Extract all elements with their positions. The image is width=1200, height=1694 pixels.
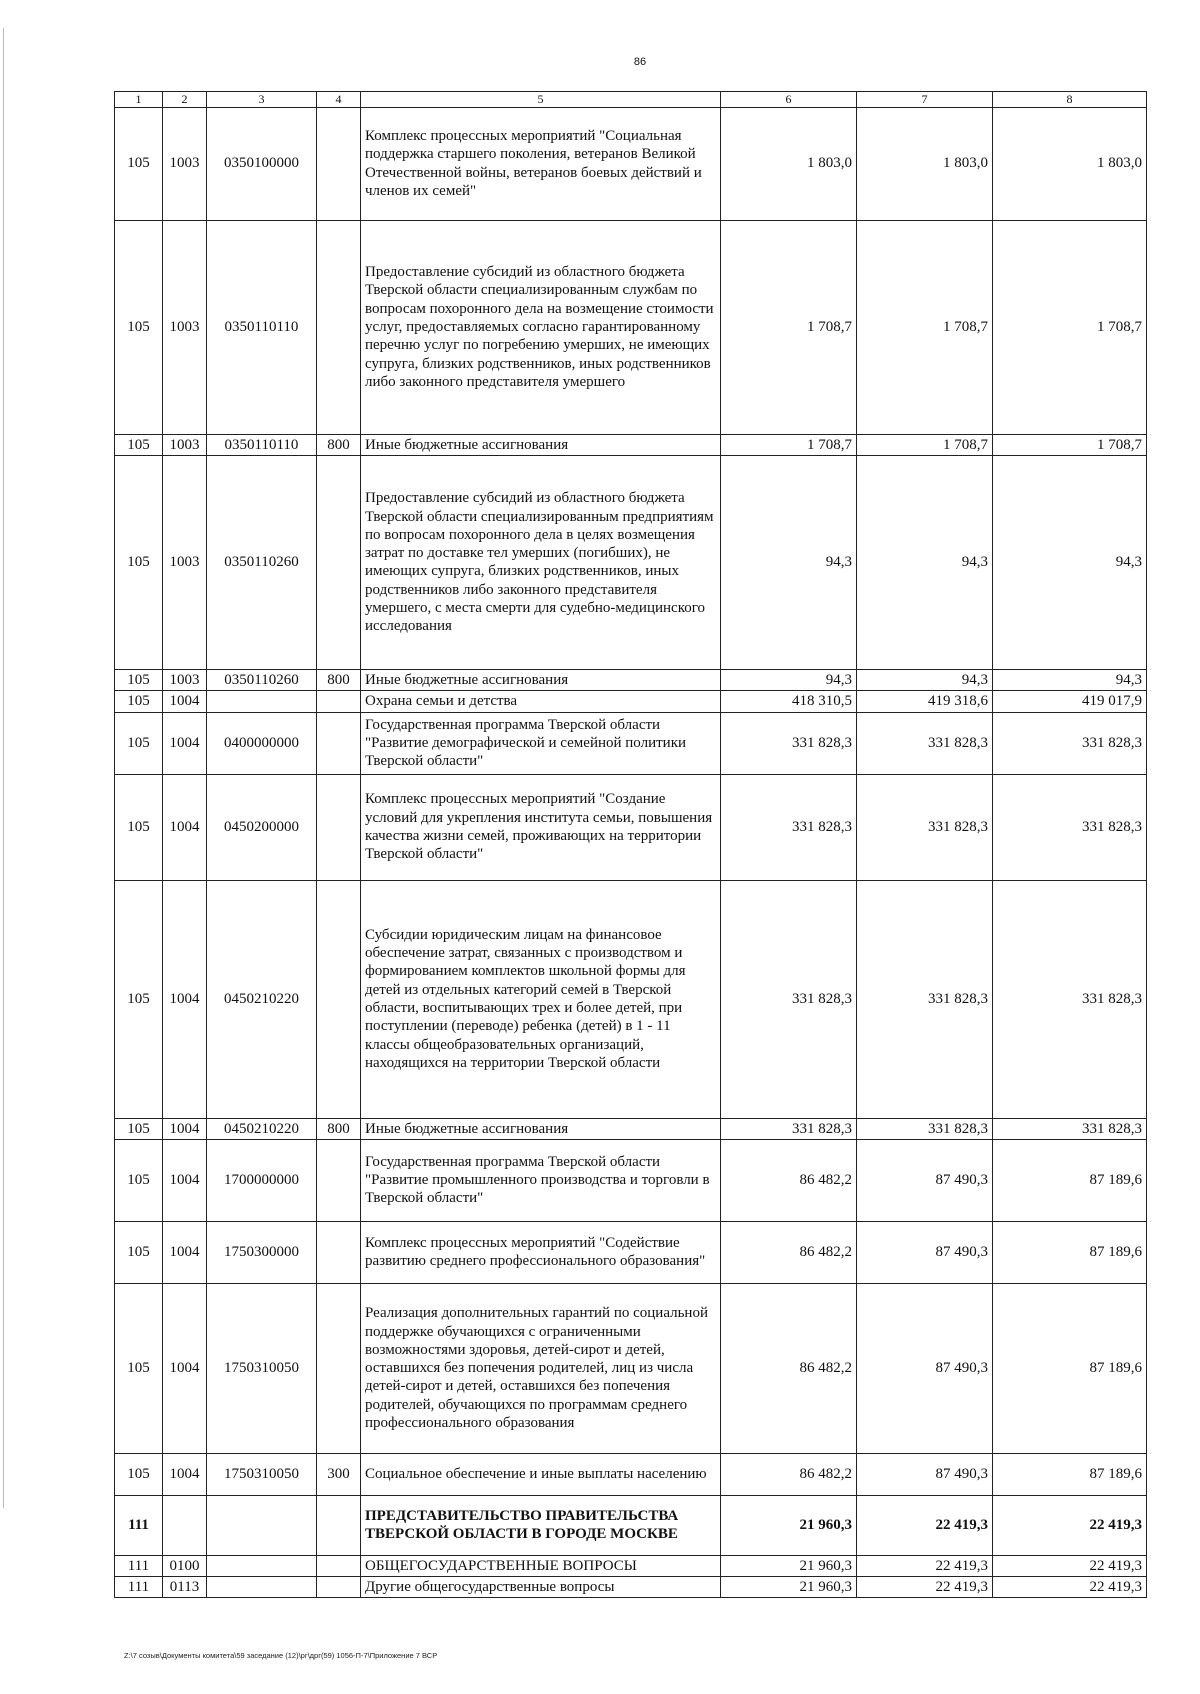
cell-expense-type (317, 1577, 361, 1598)
cell-expense-type (317, 1495, 361, 1555)
cell-amount-year3: 87 189,6 (993, 1453, 1147, 1495)
cell-description: Комплекс процессных мероприятий "Создание условий для укрепления института семьи, повышения качества жизни семей, проживающих на территории Тверской области" (361, 774, 721, 880)
cell-target-article: 1700000000 (207, 1139, 317, 1221)
cell-description: Другие общегосударственные вопросы (361, 1577, 721, 1598)
cell-expense-type: 800 (317, 1118, 361, 1139)
cell-description: Предоставление субсидий из областного бюджета Тверской области специализированным предприятиям по вопросам похоронного дела в целях возмещения затрат по доставке тел умерших (погибших), не имеющих супруга, близких родственников, иных родственников либо законного представителя умершего, с места смерти для судебно-медицинского исследования (361, 455, 721, 669)
cell-description: ПРЕДСТАВИТЕЛЬСТВО ПРАВИТЕЛЬСТВА ТВЕРСКОЙ ОБЛАСТИ В ГОРОДЕ МОСКВЕ (361, 1495, 721, 1555)
cell-section-code: 1004 (163, 1453, 207, 1495)
column-header: 4 (317, 92, 361, 108)
cell-amount-year1: 331 828,3 (721, 1118, 857, 1139)
table-row (115, 455, 1147, 669)
table-row (115, 880, 1147, 1118)
scan-edge-line (3, 28, 4, 1508)
cell-amount-year2: 94,3 (857, 455, 993, 669)
table-row (115, 107, 1147, 220)
column-header: 1 (115, 92, 163, 108)
cell-description: Иные бюджетные ассигнования (361, 669, 721, 690)
cell-amount-year3: 87 189,6 (993, 1139, 1147, 1221)
cell-section-code: 1004 (163, 1118, 207, 1139)
cell-amount-year1: 331 828,3 (721, 774, 857, 880)
cell-admin-code: 105 (115, 220, 163, 434)
cell-amount-year1: 418 310,5 (721, 691, 857, 712)
table-row (115, 1555, 1147, 1576)
cell-amount-year2: 419 318,6 (857, 691, 993, 712)
cell-amount-year1: 331 828,3 (721, 880, 857, 1118)
cell-amount-year1: 21 960,3 (721, 1555, 857, 1576)
cell-admin-code: 105 (115, 107, 163, 220)
cell-amount-year1: 94,3 (721, 455, 857, 669)
table-row (115, 669, 1147, 690)
cell-amount-year2: 331 828,3 (857, 774, 993, 880)
cell-section-code: 1004 (163, 1283, 207, 1453)
cell-section-code (163, 1495, 207, 1555)
cell-target-article (207, 1555, 317, 1576)
cell-section-code: 1004 (163, 774, 207, 880)
cell-amount-year1: 21 960,3 (721, 1577, 857, 1598)
table-row (115, 1118, 1147, 1139)
cell-amount-year3: 1 708,7 (993, 220, 1147, 434)
cell-description: Субсидии юридическим лицам на финансовое обеспечение затрат, связанных с производством и формированием комплектов школьной формы для детей из отдельных категорий семей в Тверской области, воспитывающих трех и более детей, при поступлении (переводе) ребенка (детей) в 1 - 11 классы общеобразовательных организаций, находящихся на территории Тверской области (361, 880, 721, 1118)
table-row (115, 774, 1147, 880)
cell-admin-code: 105 (115, 1283, 163, 1453)
cell-target-article: 1750310050 (207, 1453, 317, 1495)
cell-expense-type (317, 455, 361, 669)
cell-expense-type (317, 220, 361, 434)
cell-target-article: 0350110260 (207, 669, 317, 690)
table-row (115, 1283, 1147, 1453)
cell-description: Предоставление субсидий из областного бюджета Тверской области специализированным службам по вопросам похоронного дела на возмещение стоимости услуг, предоставляемых согласно гарантированному перечню услуг по погребению умерших, не имеющих супруга, близких родственников, иных родственников либо законного представителя умершего (361, 220, 721, 434)
cell-admin-code: 105 (115, 669, 163, 690)
cell-admin-code: 105 (115, 880, 163, 1118)
table-row (115, 1139, 1147, 1221)
cell-amount-year2: 1 803,0 (857, 107, 993, 220)
table-row (115, 1453, 1147, 1495)
cell-admin-code: 105 (115, 1453, 163, 1495)
cell-target-article (207, 691, 317, 712)
cell-target-article: 0450210220 (207, 1118, 317, 1139)
cell-amount-year3: 87 189,6 (993, 1221, 1147, 1283)
cell-section-code: 1003 (163, 669, 207, 690)
cell-expense-type (317, 880, 361, 1118)
cell-expense-type (317, 691, 361, 712)
cell-amount-year3: 22 419,3 (993, 1495, 1147, 1555)
cell-target-article: 0350110260 (207, 455, 317, 669)
cell-description: Охрана семьи и детства (361, 691, 721, 712)
cell-target-article: 0350110110 (207, 220, 317, 434)
cell-target-article: 0350110110 (207, 434, 317, 455)
cell-amount-year3: 331 828,3 (993, 1118, 1147, 1139)
cell-target-article: 0400000000 (207, 712, 317, 774)
table-row (115, 434, 1147, 455)
cell-admin-code: 105 (115, 1139, 163, 1221)
cell-section-code: 1003 (163, 434, 207, 455)
cell-amount-year3: 87 189,6 (993, 1283, 1147, 1453)
cell-amount-year1: 86 482,2 (721, 1283, 857, 1453)
cell-expense-type: 300 (317, 1453, 361, 1495)
cell-amount-year3: 22 419,3 (993, 1555, 1147, 1576)
cell-amount-year2: 331 828,3 (857, 880, 993, 1118)
footer-file-path: Z:\7 созыв\Документы комитета\59 заседание (12)\рг\дрг(59) 1056-П-7\Приложение 7 ВСР (124, 1651, 438, 1660)
cell-amount-year2: 87 490,3 (857, 1453, 993, 1495)
cell-expense-type (317, 1221, 361, 1283)
cell-amount-year1: 1 708,7 (721, 220, 857, 434)
page-number: 86 (633, 56, 647, 68)
cell-expense-type: 800 (317, 669, 361, 690)
cell-admin-code: 111 (115, 1555, 163, 1576)
cell-section-code: 1004 (163, 691, 207, 712)
cell-amount-year2: 331 828,3 (857, 712, 993, 774)
cell-amount-year1: 1 708,7 (721, 434, 857, 455)
cell-target-article (207, 1577, 317, 1598)
cell-expense-type (317, 774, 361, 880)
cell-expense-type (317, 1555, 361, 1576)
column-header: 2 (163, 92, 207, 108)
cell-description: Иные бюджетные ассигнования (361, 434, 721, 455)
column-header: 6 (721, 92, 857, 108)
cell-amount-year3: 331 828,3 (993, 712, 1147, 774)
cell-section-code: 1004 (163, 712, 207, 774)
table-row (115, 1495, 1147, 1555)
cell-amount-year2: 22 419,3 (857, 1495, 993, 1555)
cell-amount-year2: 87 490,3 (857, 1283, 993, 1453)
cell-target-article (207, 1495, 317, 1555)
cell-admin-code: 105 (115, 1118, 163, 1139)
cell-amount-year3: 1 803,0 (993, 107, 1147, 220)
column-header: 8 (993, 92, 1147, 108)
cell-description: Социальное обеспечение и иные выплаты населению (361, 1453, 721, 1495)
budget-table (114, 91, 1147, 1598)
cell-amount-year2: 94,3 (857, 669, 993, 690)
cell-description: Реализация дополнительных гарантий по социальной поддержке обучающихся с ограниченными возможностями здоровья, детей-сирот и детей, оставшихся без попечения родителей, лиц из числа детей-сирот и детей, оставшихся без попечения родителей, обучающихся по программам среднего профессионального образования (361, 1283, 721, 1453)
cell-expense-type: 800 (317, 434, 361, 455)
cell-amount-year2: 1 708,7 (857, 220, 993, 434)
cell-description: Иные бюджетные ассигнования (361, 1118, 721, 1139)
cell-expense-type (317, 712, 361, 774)
cell-section-code: 1004 (163, 1221, 207, 1283)
cell-admin-code: 105 (115, 774, 163, 880)
cell-expense-type (317, 107, 361, 220)
cell-amount-year3: 94,3 (993, 669, 1147, 690)
cell-amount-year2: 87 490,3 (857, 1139, 993, 1221)
cell-target-article: 1750300000 (207, 1221, 317, 1283)
cell-amount-year3: 331 828,3 (993, 774, 1147, 880)
cell-description: ОБЩЕГОСУДАРСТВЕННЫЕ ВОПРОСЫ (361, 1555, 721, 1576)
column-header: 3 (207, 92, 317, 108)
cell-admin-code: 105 (115, 712, 163, 774)
cell-amount-year3: 331 828,3 (993, 880, 1147, 1118)
table-row (115, 1577, 1147, 1598)
cell-description: Государственная программа Тверской области "Развитие демографической и семейной политики Тверской области" (361, 712, 721, 774)
cell-amount-year2: 22 419,3 (857, 1577, 993, 1598)
table-row (115, 712, 1147, 774)
header-row (115, 92, 1147, 108)
cell-admin-code: 105 (115, 434, 163, 455)
cell-amount-year3: 22 419,3 (993, 1577, 1147, 1598)
cell-target-article: 1750310050 (207, 1283, 317, 1453)
cell-section-code: 1003 (163, 455, 207, 669)
cell-section-code: 1004 (163, 880, 207, 1118)
cell-admin-code: 111 (115, 1577, 163, 1598)
column-header: 7 (857, 92, 993, 108)
cell-amount-year2: 1 708,7 (857, 434, 993, 455)
cell-section-code: 0100 (163, 1555, 207, 1576)
cell-admin-code: 105 (115, 455, 163, 669)
table-row (115, 691, 1147, 712)
cell-amount-year1: 331 828,3 (721, 712, 857, 774)
cell-section-code: 1004 (163, 1139, 207, 1221)
cell-expense-type (317, 1283, 361, 1453)
cell-target-article: 0450200000 (207, 774, 317, 880)
cell-amount-year3: 94,3 (993, 455, 1147, 669)
cell-description: Комплекс процессных мероприятий "Социальная поддержка старшего поколения, ветеранов Великой Отечественной войны, ветеранов боевых действий и членов их семей" (361, 107, 721, 220)
cell-amount-year1: 1 803,0 (721, 107, 857, 220)
cell-section-code: 0113 (163, 1577, 207, 1598)
cell-description: Государственная программа Тверской области "Развитие промышленного производства и торговли в Тверской области" (361, 1139, 721, 1221)
cell-amount-year1: 86 482,2 (721, 1221, 857, 1283)
column-header: 5 (361, 92, 721, 108)
table-row (115, 1221, 1147, 1283)
cell-amount-year3: 419 017,9 (993, 691, 1147, 712)
cell-target-article: 0350100000 (207, 107, 317, 220)
cell-amount-year1: 21 960,3 (721, 1495, 857, 1555)
cell-target-article: 0450210220 (207, 880, 317, 1118)
cell-section-code: 1003 (163, 107, 207, 220)
cell-amount-year2: 87 490,3 (857, 1221, 993, 1283)
cell-admin-code: 111 (115, 1495, 163, 1555)
cell-amount-year2: 22 419,3 (857, 1555, 993, 1576)
cell-amount-year2: 331 828,3 (857, 1118, 993, 1139)
cell-description: Комплекс процессных мероприятий "Содействие развитию среднего профессионального образования" (361, 1221, 721, 1283)
cell-amount-year1: 86 482,2 (721, 1453, 857, 1495)
cell-expense-type (317, 1139, 361, 1221)
cell-section-code: 1003 (163, 220, 207, 434)
cell-admin-code: 105 (115, 691, 163, 712)
cell-amount-year1: 86 482,2 (721, 1139, 857, 1221)
cell-amount-year3: 1 708,7 (993, 434, 1147, 455)
table-row (115, 220, 1147, 434)
cell-admin-code: 105 (115, 1221, 163, 1283)
cell-amount-year1: 94,3 (721, 669, 857, 690)
